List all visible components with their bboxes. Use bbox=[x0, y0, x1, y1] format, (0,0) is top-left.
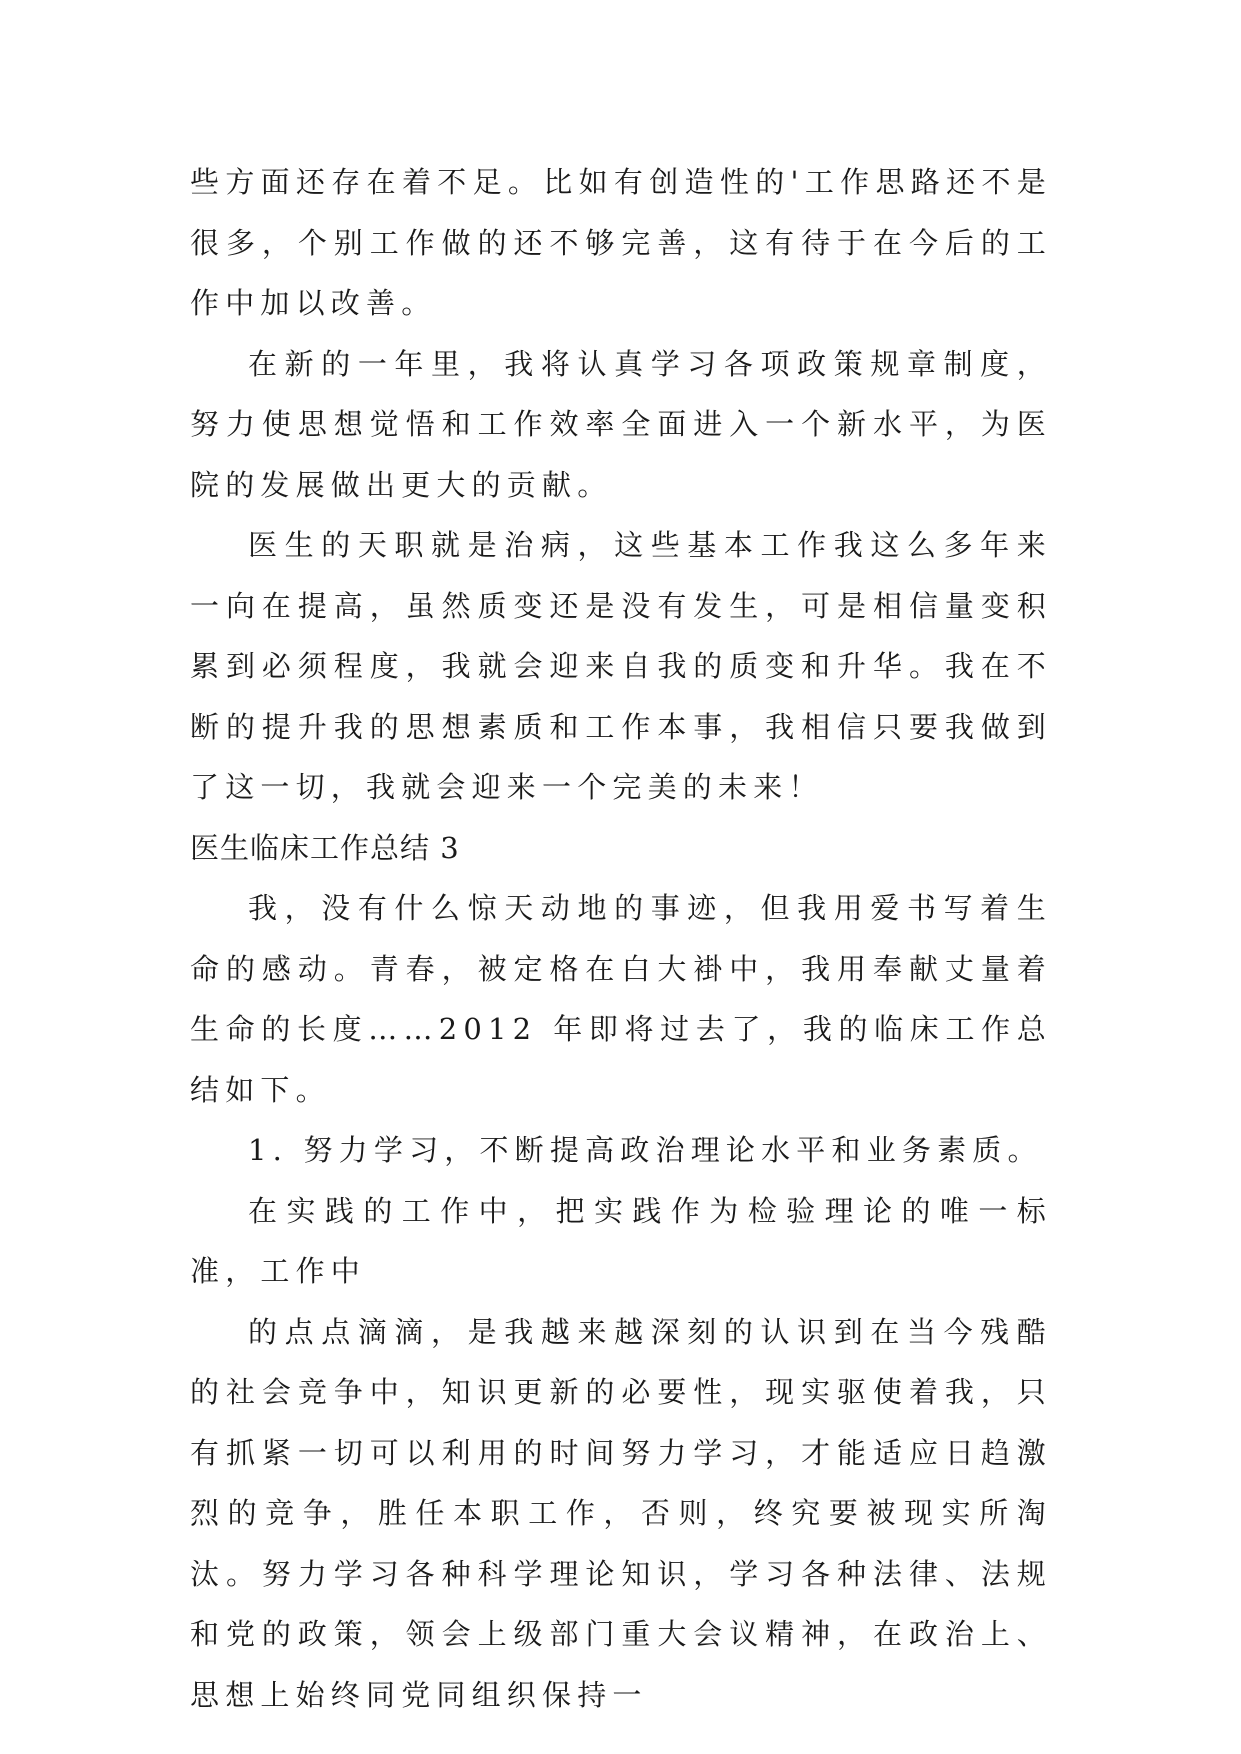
paragraph-1: 些方面还存在着不足。比如有创造性的'工作思路还不是很多，个别工作做的还不够完善，这有待于在今后的工作中加以改善。 bbox=[190, 165, 1052, 320]
document-body bbox=[190, 152, 1052, 1725]
paragraph-3: 医生的天职就是治病，这些基本工作我这么多年来一向在提高，虽然质变还是没有发生，可是相信量变积累到必须程度，我就会迎来自我的质变和升华。我在不断的提升我的思想素质和工作本事，我相信只要我做到了这一切，我就会迎来一个完美的未来！ bbox=[190, 528, 1052, 804]
section-heading: 医生临床工作总结 3 bbox=[190, 830, 460, 865]
paragraph-6: 在实践的工作中，把实践作为检验理论的唯一标准，工作中 bbox=[190, 1193, 1052, 1288]
paragraph-2: 在新的一年里，我将认真学习各项政策规章制度，努力使思想觉悟和工作效率全面进入一个新水平，为医院的发展做出更大的贡献。 bbox=[190, 346, 1052, 502]
paragraph-7: 的点点滴滴，是我越来越深刻的认识到在当今残酷的社会竞争中，知识更新的必要性，现实驱使着我，只有抓紧一切可以利用的时间努力学习，才能适应日趋激烈的竞争，胜任本职工作，否则，终究要被现实所淘汰。努力学习各种科学理论知识，学习各种法律、法规和党的政策，领会上级部门重大会议精神，在政治上、思想上始终同党同组织保持一 bbox=[190, 1314, 1052, 1712]
paragraph-4: 我，没有什么惊天动地的事迹，但我用爱书写着生命的感动。青春，被定格在白大褂中，我用奉献丈量着生命的长度……2012 年即将过去了，我的临床工作总结如下。 bbox=[190, 891, 1052, 1107]
paragraph-5: 1. 努力学习，不断提高政治理论水平和业务素质。 bbox=[248, 1133, 1043, 1167]
